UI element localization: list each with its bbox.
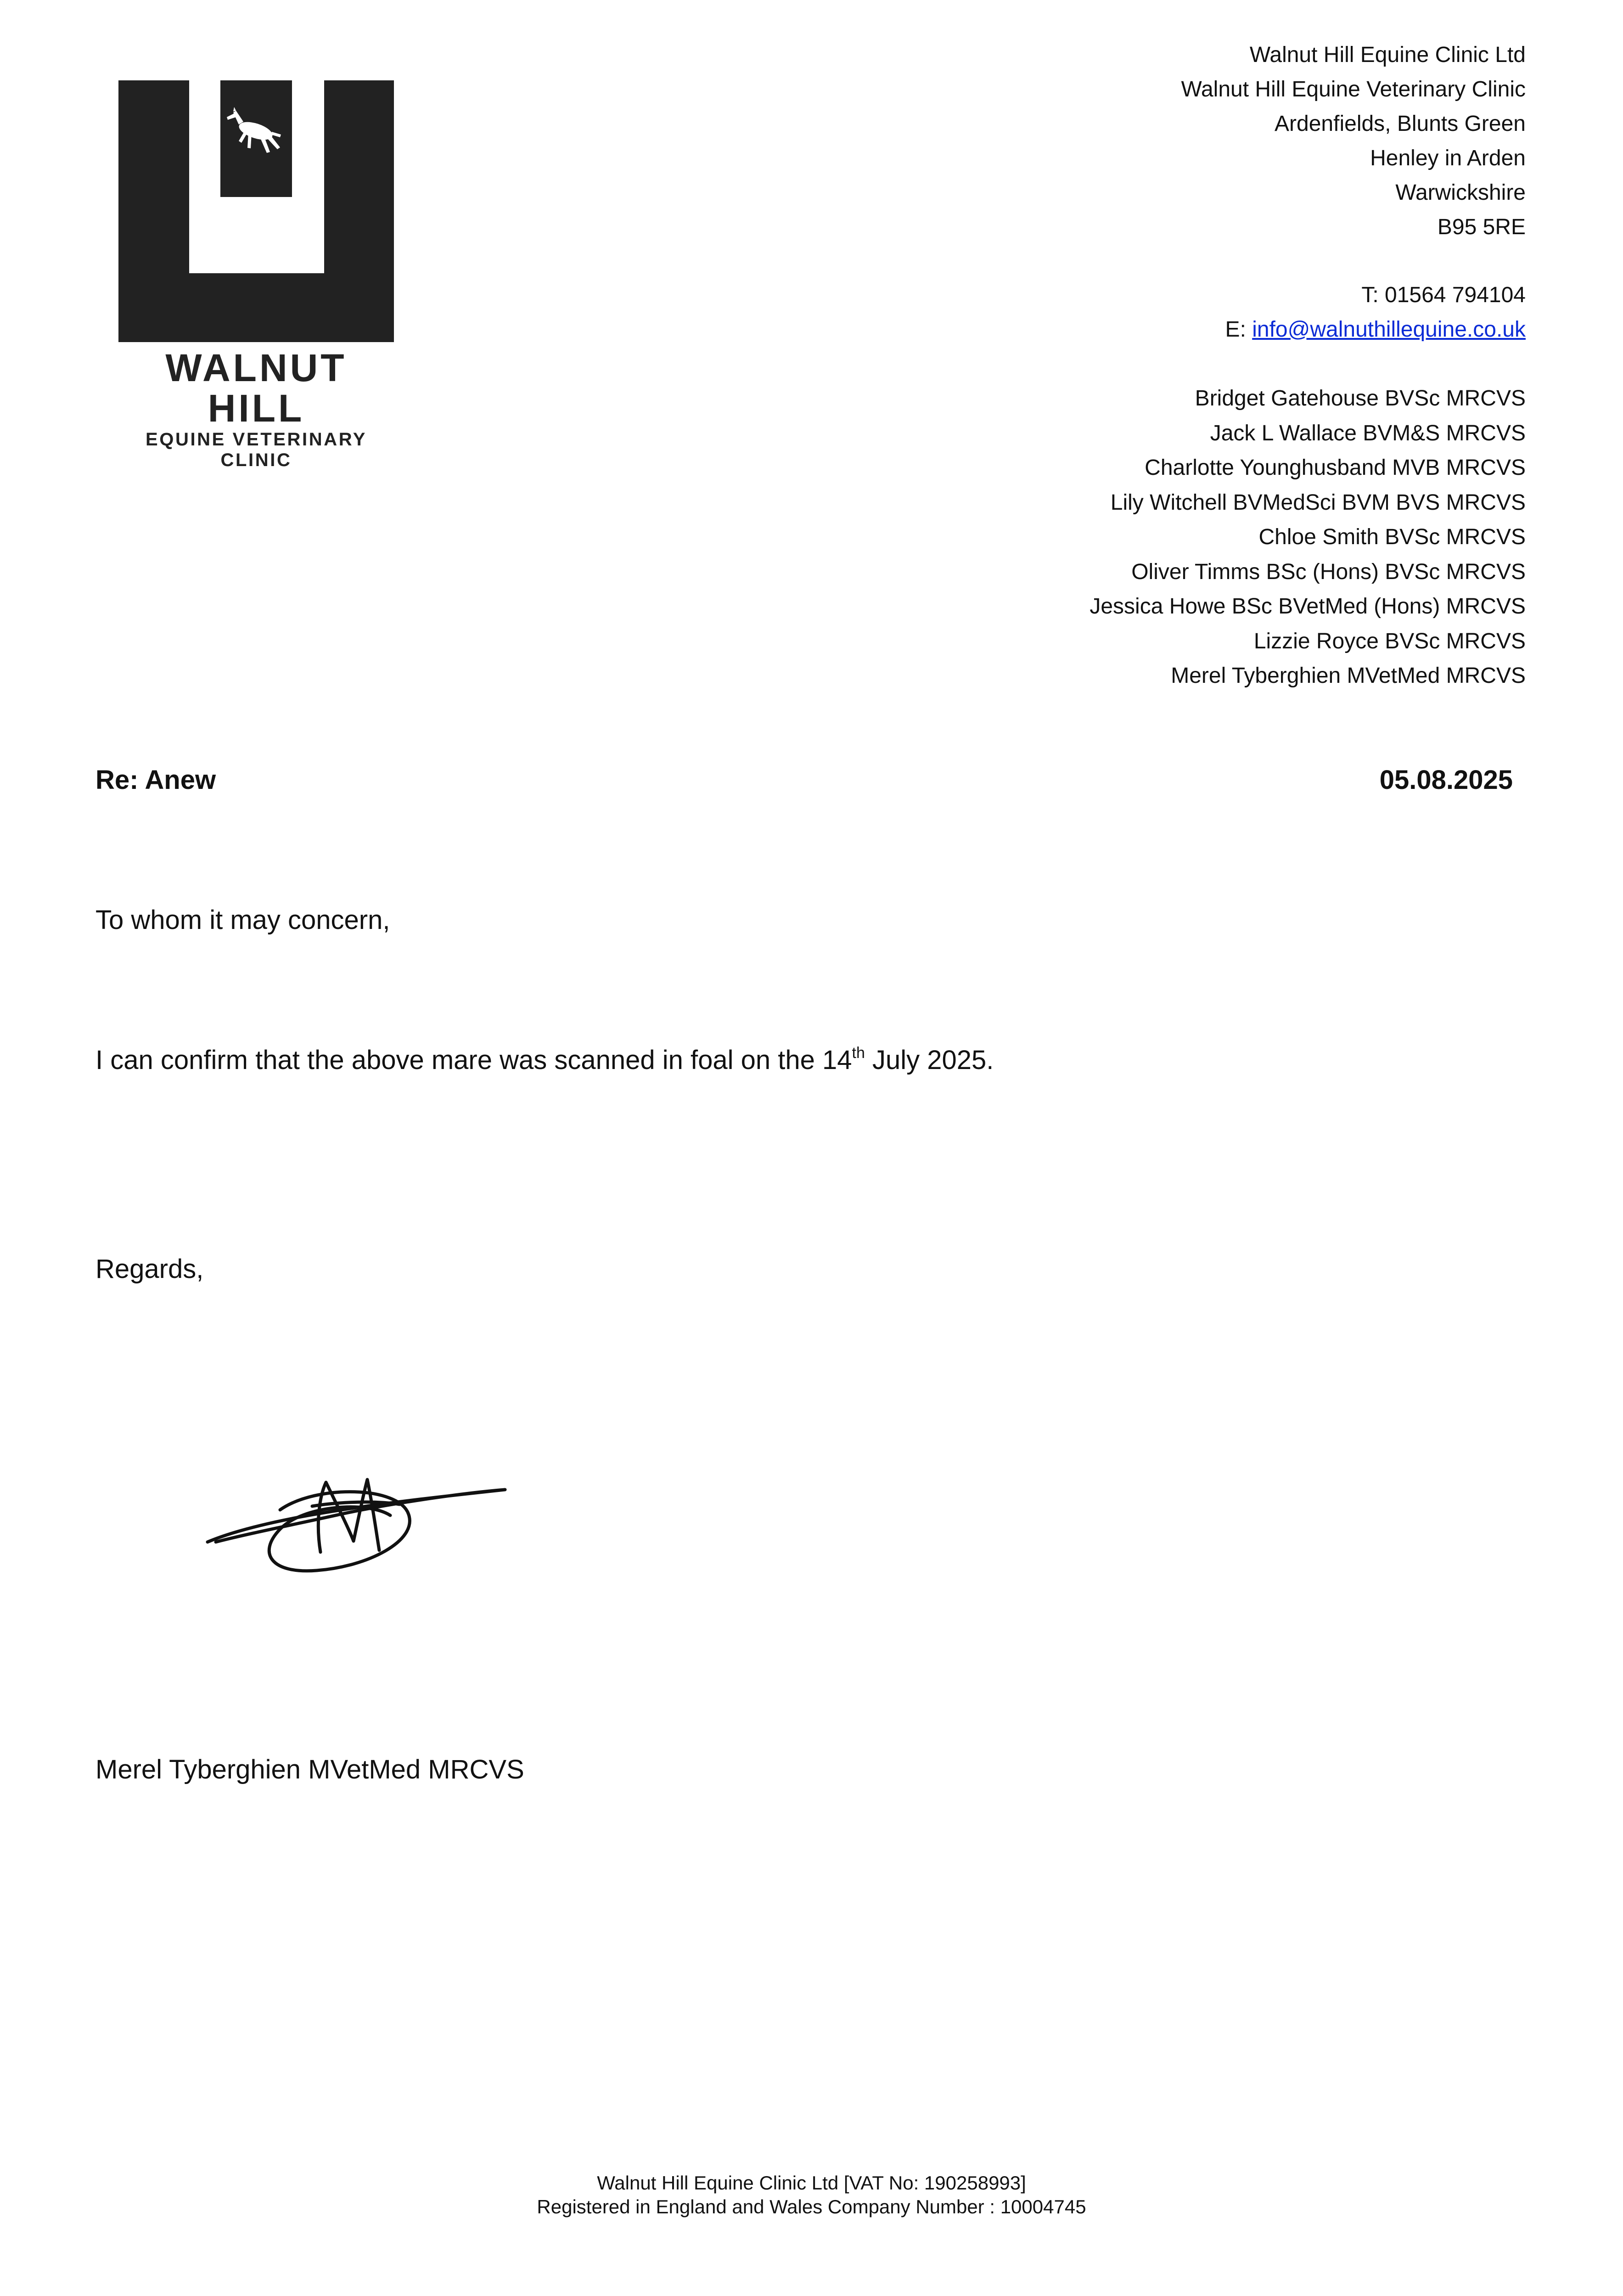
vet-name: Jack L Wallace BVM&S MRCVS	[1210, 421, 1526, 445]
vet-name: Bridget Gatehouse BVSc MRCVS	[1195, 386, 1526, 411]
vet-name: Lizzie Royce BVSc MRCVS	[1253, 629, 1526, 653]
phone-number: T: 01564 794104	[1361, 283, 1526, 307]
footer	[0, 2171, 1623, 2219]
clinic-name: Walnut Hill Equine Veterinary Clinic	[1181, 77, 1526, 101]
vet-list	[1089, 381, 1526, 693]
signature-image	[202, 1460, 514, 1589]
company-name: Walnut Hill Equine Clinic Ltd	[1249, 43, 1526, 67]
address-county: Warwickshire	[1395, 180, 1526, 205]
spacer	[1181, 244, 1526, 278]
vet-name: Chloe Smith BVSc MRCVS	[1258, 525, 1526, 549]
email-prefix: E:	[1225, 317, 1252, 342]
address-postcode: B95 5RE	[1437, 215, 1526, 239]
email-line	[1181, 312, 1526, 347]
footer-vat: Walnut Hill Equine Clinic Ltd [VAT No: 190258993]	[597, 2172, 1026, 2194]
walnut-hill-logo-mark	[118, 80, 394, 342]
vet-name: Jessica Howe BSc BVetMed (Hons) MRCVS	[1089, 594, 1526, 619]
logo-subtitle: EQUINE VETERINARY CLINIC	[145, 429, 367, 471]
clinic-address	[1181, 38, 1526, 347]
vet-name: Oliver Timms BSc (Hons) BVSc MRCVS	[1131, 559, 1526, 584]
salutation: To whom it may concern,	[95, 905, 390, 935]
vet-name: Merel Tyberghien MVetMed MRCVS	[1171, 664, 1526, 688]
letter-date: 05.08.2025	[1379, 765, 1513, 795]
ordinal-suffix: th	[852, 1044, 865, 1062]
confirmation-text-start: I can confirm that the above mare was scanned in foal on the 14	[95, 1045, 852, 1075]
closing: Regards,	[95, 1254, 204, 1284]
confirmation-text-end: July 2025.	[865, 1045, 994, 1075]
vet-name: Lily Witchell BVMedSci BVM BVS MRCVS	[1110, 490, 1526, 515]
confirmation-text	[95, 1045, 994, 1075]
logo-name: WALNUT HILL	[165, 346, 347, 430]
address-line: Ardenfields, Blunts Green	[1275, 112, 1526, 136]
address-town: Henley in Arden	[1370, 146, 1526, 170]
clinic-logo	[118, 80, 394, 471]
email-link[interactable]: info@walnuthillequine.co.uk	[1252, 317, 1526, 342]
vet-name: Charlotte Younghusband MVB MRCVS	[1145, 456, 1526, 480]
signatory-name: Merel Tyberghien MVetMed MRCVS	[95, 1755, 524, 1784]
footer-registration: Registered in England and Wales Company Number : 10004745	[537, 2196, 1086, 2217]
subject-line: Re: Anew	[95, 765, 216, 795]
